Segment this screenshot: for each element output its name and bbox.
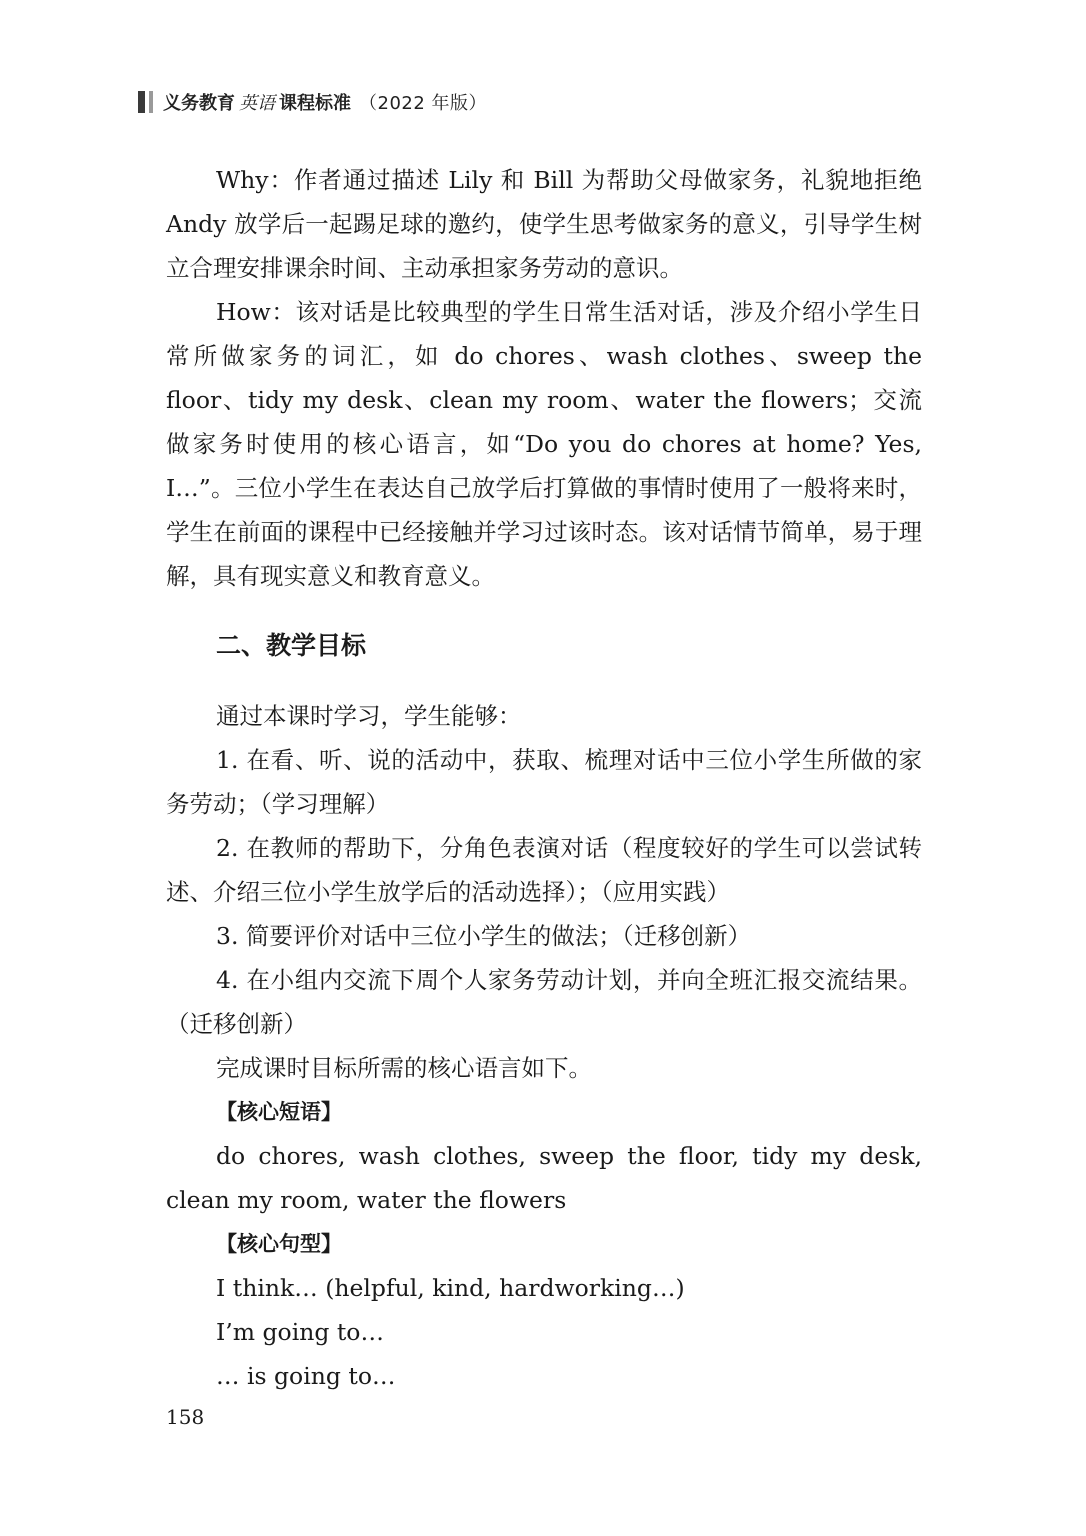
core-sentence-1: I think… (helpful, kind, hardworking…)	[216, 1274, 685, 1302]
header-title-subject: 英语	[239, 93, 275, 114]
section-intro: 通过本课时学习，学生能够：	[216, 702, 522, 730]
core-phrases-heading: 【核心短语】	[216, 1100, 342, 1124]
header-edition: （2022 年版）	[359, 93, 488, 114]
core-sentences-heading: 【核心句型】	[216, 1232, 342, 1256]
paragraph-why: Why：作者通过描述 Lily 和 Bill 为帮助父母做家务，礼貌地拒绝 Andy 放学后一起踢足球的邀约，使学生思考做家务的意义，引导学生树立合理安排课余时间、主动承担家务劳动的意识。	[166, 166, 922, 282]
header-title-main: 义务教育	[163, 93, 235, 114]
header-marks	[138, 91, 153, 113]
header-mark-thin	[149, 91, 153, 113]
page-content	[166, 158, 922, 1398]
header-title-rest: 课程标准	[279, 93, 351, 114]
goal-item-4: 4. 在小组内交流下周个人家务劳动计划，并向全班汇报交流结果。（迁移创新）	[166, 966, 922, 1038]
goal-item-2: 2. 在教师的帮助下，分角色表演对话（程度较好的学生可以尝试转述、介绍三位小学生放学后的活动选择）；（应用实践）	[166, 834, 922, 906]
goal-item-1: 1. 在看、听、说的活动中，获取、梳理对话中三位小学生所做的家务劳动；（学习理解）	[166, 746, 922, 818]
header-title	[163, 89, 487, 115]
running-header	[138, 88, 487, 116]
page-number: 158	[166, 1405, 205, 1429]
core-phrases-text: do chores, wash clothes, sweep the floor, tidy my desk, clean my room, water the flowers	[166, 1142, 922, 1214]
section-summary: 完成课时目标所需的核心语言如下。	[216, 1054, 592, 1082]
core-sentence-2: I’m going to…	[216, 1318, 384, 1346]
paragraph-how: How：该对话是比较典型的学生日常生活对话，涉及介绍小学生日常所做家务的词汇，如 do chores、wash clothes、sweep the floor、tidy my desk、clean my room、water the flowers；交流做家务时使用的核心语言，如“Do you do chores at home? Yes, I…”。三位小学生在表达自己放学后打算做的事情时使用了一般将来时，学生在前面的课程中已经接触并学习过该时态。该对话情节简单，易于理解，具有现实意义和教育意义。	[166, 298, 922, 590]
section-heading: 二、教学目标	[216, 631, 367, 660]
header-mark-thick	[138, 91, 145, 113]
core-sentence-3: … is going to…	[216, 1362, 396, 1390]
goal-item-3: 3. 简要评价对话中三位小学生的做法；（迁移创新）	[216, 922, 752, 950]
